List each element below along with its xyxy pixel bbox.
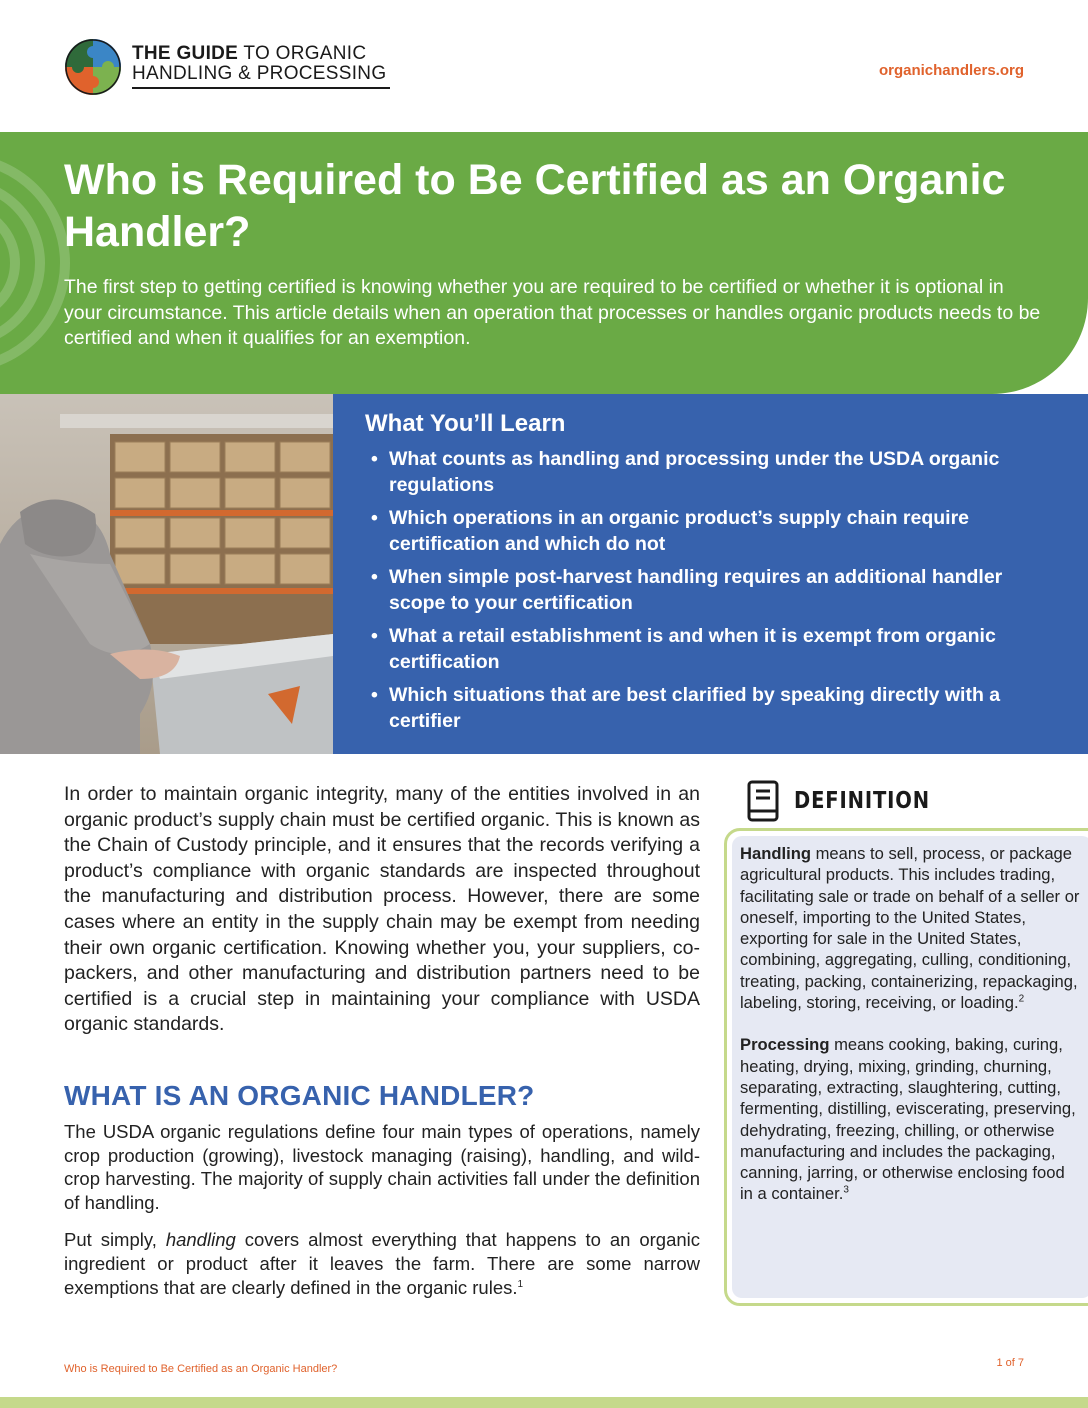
processing-definition — [740, 1034, 1082, 1204]
intro-lede: The first step to getting certified is knowing whether you are required to be certified or whether it is optional in your circumstance. This article details when an operation that processes or handles organic products needs to be certified and when it qualifies for an exemption. — [64, 276, 1041, 349]
logo-line2: HANDLING & PROCESSING — [132, 63, 387, 84]
title-banner — [0, 132, 1088, 394]
footnote-ref[interactable]: 3 — [843, 1184, 849, 1196]
body-paragraph — [64, 1228, 700, 1299]
puzzle-globe-icon — [64, 38, 122, 96]
page-number: 1 of 7 — [996, 1357, 1024, 1369]
learn-item: • Which operations in an organic product’s supply chain require certification and which do not — [365, 506, 1058, 557]
footer-bar — [0, 1397, 1088, 1408]
definition-box — [732, 836, 1088, 1298]
logo-wordmark — [132, 44, 386, 84]
warehouse-worker-photo — [0, 394, 333, 754]
handling-definition — [740, 843, 1082, 1013]
logo-line1-bold: THE GUIDE — [132, 43, 239, 64]
para2-after: covers almost everything that happens to an organic ingredient or product after it leaves the farm. There are some narrow exemptions that are clearly defined in the organic rules. — [64, 1229, 701, 1298]
intro-paragraph: In order to maintain organic integrity, many of the entities involved in an organic product’s supply chain must be certified organic. This is known as the Chain of Custody principle, and it ensures that the records verifying a product’s compliance with organic standards are inspected throughout the manufacturing and distribution process. However, there are some cases where an entity in the supply chain may be exempt from needing their own organic certification. Knowing whether you, your suppliers, co-packers, and other manufacturing and distribution partners need to be certified is a crucial step in maintaining your compliance with USDA organic standards. — [64, 783, 700, 1036]
warehouse-photo-illustration — [0, 394, 333, 754]
learn-item: • What counts as handling and processing under the USDA organic regulations — [365, 447, 1058, 498]
footnote-ref[interactable]: 2 — [1018, 993, 1025, 1005]
term-handling: Handling — [740, 844, 811, 863]
learn-item: • Which situations that are best clarified by speaking directly with a certifier — [365, 683, 1058, 734]
site-url-link[interactable]: organichandlers.org — [878, 62, 1024, 79]
definition-label: DEFINITION — [794, 788, 930, 814]
definition-header — [746, 780, 1046, 824]
article-body — [64, 782, 700, 1299]
body-paragraph: The USDA organic regulations define four main types of operations, namely crop production (growing), livestock managing (raising), handling, and wild-crop harvesting. The majority of supply chain activities fall under the definition of handling. — [64, 1120, 700, 1213]
para2-before: Put simply, — [64, 1229, 166, 1251]
handling-emphasis: handling — [165, 1229, 236, 1251]
section-heading: WHAT IS AN ORGANIC HANDLER? — [64, 1079, 535, 1111]
page-title: Who is Required to Be Certified as an Organic Handler? — [64, 156, 1006, 256]
processing-text: means cooking, baking, curing, heating, drying, mixing, grinding, churning, separating, extracting, slaughtering, cutting, fermenting, distilling, eviscerating, preserving, dehydrating, freezing, chilling, or otherwise manufacturing and includes the packaging, canning, jarring, or otherwise enclosing food in a container. — [740, 1035, 1076, 1204]
learn-item: • When simple post-harvest handling requires an additional handler scope to your certification — [365, 565, 1058, 616]
book-icon — [746, 780, 780, 822]
learn-item: • What a retail establishment is and when it is exempt from organic certification — [365, 624, 1058, 675]
what-youll-learn-box — [333, 394, 1088, 754]
running-title: Who is Required to Be Certified as an Organic Handler? — [64, 1363, 338, 1375]
learn-list — [365, 447, 1058, 734]
logo[interactable] — [64, 38, 394, 94]
logo-underline — [132, 87, 390, 89]
term-processing: Processing — [740, 1035, 830, 1055]
logo-line1-rest: TO ORGANIC — [238, 43, 367, 64]
footnote-ref[interactable]: 1 — [517, 1278, 524, 1290]
handling-text: means to sell, process, or package agricultural products. This includes trading, facilitating sale or trade on behalf of a seller or oneself, importing to the United States, exporting for sale in the United States, combining, aggregating, culling, conditioning, treating, packing, containerizing, repackaging, labeling, storing, receiving, or loading. — [740, 844, 1080, 1013]
learn-heading: What You’ll Learn — [365, 410, 566, 437]
